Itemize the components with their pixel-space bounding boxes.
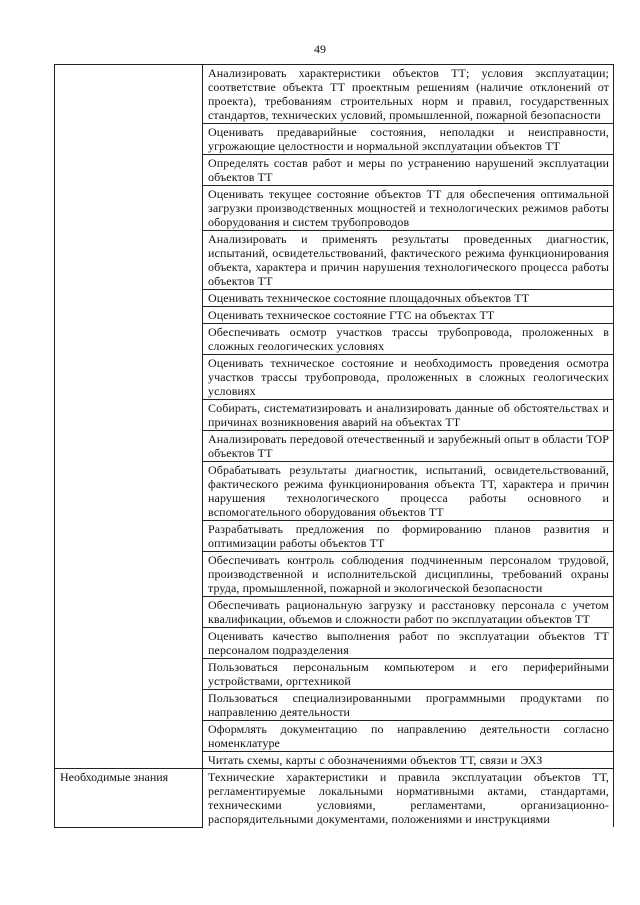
knowledge-row [55, 769, 614, 828]
skill-cell: Оценивать техническое состояние площадочных объектов ТТ [203, 290, 614, 307]
skill-cell: Оформлять документацию по направлению деятельности согласно номенклатуре [203, 721, 614, 752]
skill-cell: Собирать, систематизировать и анализировать данные об обстоятельствах и причинах возникновения аварий на объектах ТТ [203, 400, 614, 431]
skill-cell: Пользоваться персональным компьютером и его периферийными устройствами, оргтехникой [203, 659, 614, 690]
skill-cell: Определять состав работ и меры по устранению нарушений эксплуатации объектов ТТ [203, 155, 614, 186]
skill-cell: Оценивать техническое состояние ГТС на объектах ТТ [203, 307, 614, 324]
skill-cell: Читать схемы, карты с обозначениями объектов ТТ, связи и ЭХЗ [203, 752, 614, 769]
skills-label-cell [55, 65, 203, 769]
skill-cell: Анализировать и применять результаты проведенных диагностик, испытаний, освидетельствований, фактического режима функционирования объекта, характера и причин нарушения технологического процесса работы объектов ТТ [203, 231, 614, 290]
skill-cell: Оценивать качество выполнения работ по эксплуатации объектов ТТ персоналом подразделения [203, 628, 614, 659]
skill-cell: Обеспечивать контроль соблюдения подчиненным персоналом трудовой, производственной и исполнительской дисциплины, требований охраны труда, промышленной, пожарной и экологической безопасности [203, 552, 614, 597]
skill-cell: Обеспечивать рациональную загрузку и расстановку персонала с учетом квалификации, объемов и сложности работ по эксплуатации объектов ТТ [203, 597, 614, 628]
skill-cell: Обрабатывать результаты диагностик, испытаний, освидетельствований, фактического режима функционирования объекта ТТ, характера и причин нарушения технологического процесса работы основного и вспомогательного оборудования объектов ТТ [203, 462, 614, 521]
skill-cell: Анализировать характеристики объектов ТТ; условия эксплуатации; соответствие объекта ТТ проектным решениям (наличие отклонений от проекта), требованиям строительных норм и правил, государственных стандартов, технических условий, промышленной, пожарной безопасности [203, 65, 614, 124]
page-number: 49 [314, 42, 326, 56]
skill-cell: Обеспечивать осмотр участков трассы трубопровода, проложенных в сложных геологических условиях [203, 324, 614, 355]
skill-cell: Оценивать текущее состояние объектов ТТ для обеспечения оптимальной загрузки производственных мощностей и технологических режимов работы оборудования и систем трубопроводов [203, 186, 614, 231]
knowledge-text: Технические характеристики и правила эксплуатации объектов ТТ, регламентируемые локальными нормативными актами, стандартами, техническими условиями, регламентами, организационно-распорядительными документами, положениями и инструкциями [203, 769, 614, 828]
skill-cell: Анализировать передовой отечественный и зарубежный опыт в области ТОР объектов ТТ [203, 431, 614, 462]
skill-cell: Оценивать предаварийные состояния, неполадки и неисправности, угрожающие целостности и нормальной эксплуатации объектов ТТ [203, 124, 614, 155]
skill-row [55, 65, 614, 124]
skill-cell: Разрабатывать предложения по формированию планов развития и оптимизации работы объектов ТТ [203, 521, 614, 552]
skill-cell: Оценивать техническое состояние и необходимость проведения осмотра участков трассы трубопровода, проложенных в сложных геологических условиях [203, 355, 614, 400]
competency-table [54, 64, 614, 828]
knowledge-label: Необходимые знания [55, 769, 203, 828]
skill-cell: Пользоваться специализированными программными продуктами по направлению деятельности [203, 690, 614, 721]
competency-table-body [55, 65, 614, 828]
